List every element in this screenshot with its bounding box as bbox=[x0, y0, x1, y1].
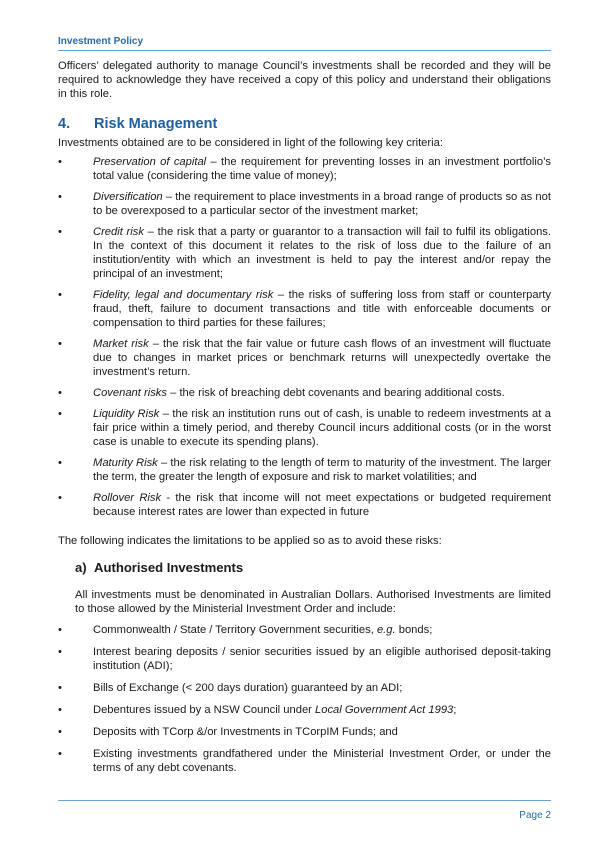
risk-term: Preservation of capital bbox=[93, 156, 207, 168]
bullet-icon: • bbox=[58, 492, 62, 504]
item-emphasis: Local Government Act 1993 bbox=[315, 704, 454, 716]
list-item bbox=[58, 681, 551, 695]
list-item bbox=[58, 645, 551, 673]
authorised-investments-block bbox=[58, 588, 551, 775]
limitations-paragraph: The following indicates the limitations to be applied so as to avoid these risks: bbox=[58, 535, 442, 547]
header-title: Investment Policy bbox=[58, 36, 144, 47]
bullet-icon: • bbox=[58, 682, 62, 694]
list-item bbox=[58, 456, 551, 484]
page-number: Page 2 bbox=[519, 810, 551, 821]
risk-description: – the risk an institution runs out of cash, is unable to redeem investments at a fair price within a timely period, and thereby Council incurs additional costs (or in the worst case is unable to execute its spending plans). bbox=[93, 408, 551, 448]
item-text: Commonwealth / State / Territory Government securities, bbox=[93, 624, 377, 636]
item-text: Interest bearing deposits / senior securities issued by an eligible authorised deposit-taking institution (ADI); bbox=[93, 646, 551, 672]
list-item bbox=[58, 337, 551, 379]
list-item bbox=[58, 623, 551, 637]
bullet-icon: • bbox=[58, 748, 62, 760]
item-text: Existing investments grandfathered under the Ministerial Investment Order, or under the terms of any debt covenants. bbox=[93, 748, 551, 774]
bullet-icon: • bbox=[58, 387, 62, 399]
section-lead: Investments obtained are to be considered in light of the following key criteria: bbox=[58, 137, 443, 149]
subsection-letter: a) bbox=[75, 560, 87, 575]
list-item bbox=[58, 491, 551, 519]
item-text: Debentures issued by a NSW Council under bbox=[93, 704, 315, 716]
risk-description: – the requirement to place investments in a broad range of products so as not to be overexposed to a particular sector of the investment market; bbox=[93, 191, 551, 217]
item-text-end: bonds; bbox=[395, 624, 433, 636]
bullet-icon: • bbox=[58, 226, 62, 238]
bullet-icon: • bbox=[58, 191, 62, 203]
risk-term: Liquidity Risk bbox=[93, 408, 160, 420]
footer-divider bbox=[58, 800, 551, 801]
bullet-icon: • bbox=[58, 408, 62, 420]
header-divider bbox=[58, 50, 551, 51]
authorised-investments-list bbox=[58, 623, 551, 775]
item-text: Bills of Exchange (< 200 days duration) guaranteed by an ADI; bbox=[93, 682, 403, 694]
risk-term: Fidelity, legal and documentary risk bbox=[93, 289, 274, 301]
subsection-heading bbox=[75, 561, 551, 575]
bullet-icon: • bbox=[58, 289, 62, 301]
item-text: Deposits with TCorp &/or Investments in TCorpIM Funds; and bbox=[93, 726, 398, 738]
risk-term: Diversification bbox=[93, 191, 163, 203]
section-number: 4. bbox=[58, 116, 71, 132]
risk-term: Credit risk bbox=[93, 226, 144, 238]
risk-term: Market risk bbox=[93, 338, 149, 350]
subsection-title: Authorised Investments bbox=[94, 560, 244, 575]
intro-paragraph: Officers’ delegated authority to manage Council’s investments shall be recorded and they will be required to acknowledge they have received a copy of this policy and understand their obligations in this role. bbox=[58, 60, 551, 100]
bullet-icon: • bbox=[58, 338, 62, 350]
bullet-icon: • bbox=[58, 624, 62, 636]
page-body bbox=[58, 59, 551, 775]
section-title: Risk Management bbox=[94, 116, 218, 132]
list-item bbox=[58, 747, 551, 775]
risk-term: Rollover Risk bbox=[93, 492, 162, 504]
item-text-end: ; bbox=[453, 704, 457, 716]
bullet-icon: • bbox=[58, 457, 62, 469]
risk-criteria-list bbox=[58, 155, 551, 519]
subsection-lead: All investments must be denominated in Australian Dollars. Authorised Investments are limited to those allowed by the Ministerial Investment Order and include: bbox=[75, 589, 551, 615]
risk-description: – the risk relating to the length of term to maturity of the investment. The larger the term, the greater the length of exposure and risk to market volatilities; and bbox=[93, 457, 552, 483]
risk-description: – the risks of suffering loss from staff or counterparty fraud, theft, failure to document transactions and title with enforceable documents or compensation to third parties for these failures; bbox=[93, 289, 551, 329]
risk-term: Maturity Risk bbox=[93, 457, 158, 469]
list-item bbox=[58, 703, 551, 717]
list-item bbox=[58, 288, 551, 330]
list-item bbox=[58, 190, 551, 218]
risk-description: - the risk that income will not meet expectations or budgeted requirement because interest rates are lower than expected in future bbox=[93, 492, 551, 518]
risk-description: – the risk of breaching debt covenants and bearing additional costs. bbox=[167, 387, 505, 399]
bullet-icon: • bbox=[58, 704, 62, 716]
bullet-icon: • bbox=[58, 646, 62, 658]
risk-description: – the requirement for preventing losses in an investment portfolio’s total value (considering the time value of money); bbox=[93, 156, 551, 182]
list-item bbox=[58, 225, 551, 281]
bullet-icon: • bbox=[58, 726, 62, 738]
item-emphasis: e.g. bbox=[376, 624, 396, 636]
risk-term: Covenant risks bbox=[93, 387, 167, 399]
risk-description: – the risk that a party or guarantor to a transaction will fail to fulfil its obligations. In the context of this document it relates to the risk of loss due to the failure of an institution/entity with which an investment is held to pay the interest and/or repay the principal of an investment; bbox=[93, 226, 551, 280]
risk-description: – the risk that the fair value or future cash flows of an investment will fluctuate due to changes in market prices or benchmark returns will unexpectedly overtake the investment’s return. bbox=[93, 338, 551, 378]
list-item bbox=[58, 407, 551, 449]
list-item bbox=[58, 725, 551, 739]
bullet-icon: • bbox=[58, 156, 62, 168]
list-item bbox=[58, 386, 551, 400]
list-item bbox=[58, 155, 551, 183]
section-heading bbox=[58, 115, 551, 133]
